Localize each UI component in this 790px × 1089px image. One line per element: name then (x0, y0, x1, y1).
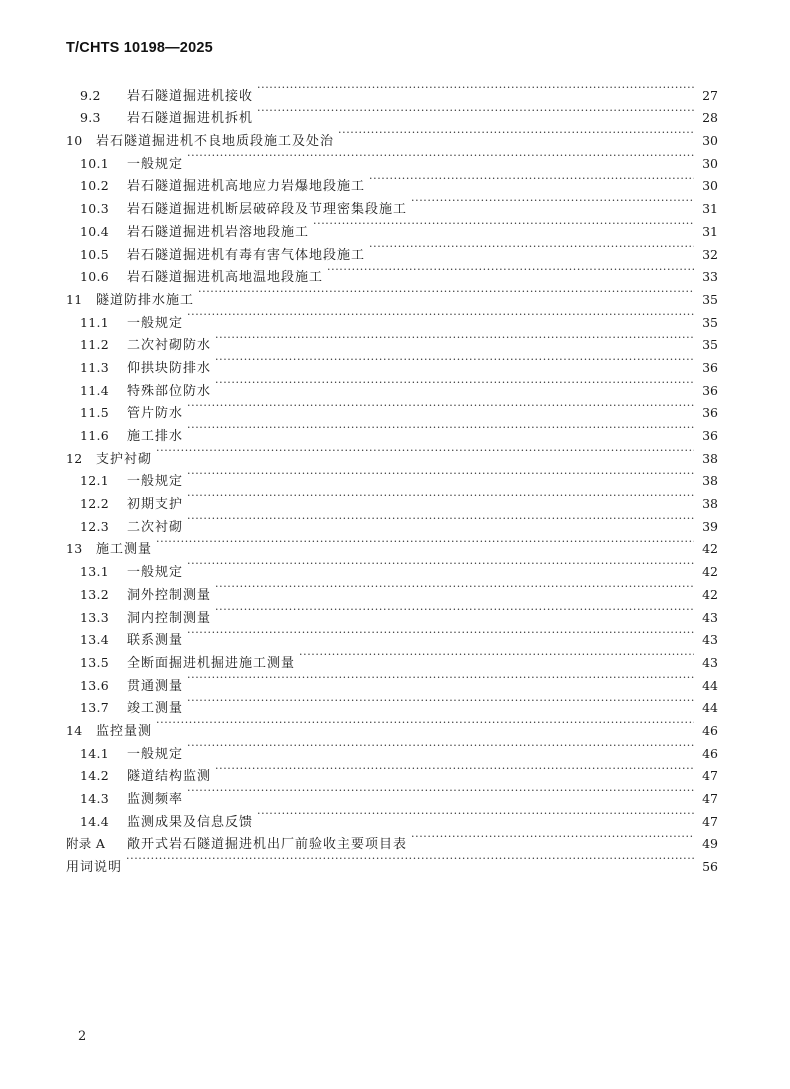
toc-entry-title: 敞开式岩石隧道掘进机出厂前验收主要项目表 (127, 837, 408, 853)
toc-leader-dots (187, 485, 694, 508)
toc-entry-number: 11.6 (80, 428, 110, 443)
toc-entry-title: 一般规定 (127, 156, 184, 172)
toc-entry-number: 11.5 (80, 405, 110, 421)
toc-entry-title: 岩石隧道掘进机不良地质段施工及处治 (96, 134, 335, 150)
toc-entry-title: 洞外控制测量 (127, 587, 212, 603)
toc-entry-number: 13.1 (80, 564, 110, 580)
toc-leader-dots (187, 780, 694, 803)
toc-entry-number: 13.3 (80, 609, 110, 625)
toc-entry-page: 30 (702, 155, 718, 171)
toc-entry-title: 一般规定 (127, 315, 184, 331)
toc-leader-dots (187, 417, 694, 440)
toc-entry-number: 10.4 (80, 223, 110, 239)
toc-entry-page: 49 (702, 836, 718, 852)
toc-entry[interactable] (66, 712, 718, 739)
toc-leader-dots (187, 690, 694, 713)
toc-leader-dots (126, 848, 694, 871)
toc-entry-page: 35 (702, 291, 718, 307)
toc-entry-page: 47 (702, 813, 718, 829)
toc-entry-page: 46 (702, 745, 718, 761)
toc-entry-number: 13.2 (80, 586, 110, 602)
toc-entry-title: 二次衬砌 (127, 519, 184, 535)
toc-entry-page: 31 (702, 201, 718, 217)
toc-entry-title: 仰拱块防排水 (127, 360, 212, 376)
toc-entry-title: 岩石隧道掘进机高地温地段施工 (127, 270, 324, 286)
toc-entry-number: 14.4 (80, 813, 110, 829)
toc-entry-title: 一般规定 (127, 746, 184, 762)
toc-entry-title: 岩石隧道掘进机断层破碎段及节理密集段施工 (127, 202, 408, 218)
toc-entry-title: 隧道结构监测 (127, 769, 212, 785)
document-code: T/CHTS 10198—2025 (66, 40, 213, 56)
toc-entry-page: 39 (702, 518, 718, 534)
toc-entry-page: 38 (702, 496, 718, 512)
toc-leader-dots (156, 531, 694, 554)
toc-leader-dots (411, 190, 694, 213)
toc-entry-title: 监测频率 (127, 792, 184, 807)
toc-entry-number: 13.5 (80, 654, 110, 670)
toc-leader-dots (215, 599, 694, 622)
toc-leader-dots (156, 712, 694, 735)
toc-leader-dots (156, 440, 694, 463)
toc-entry[interactable] (66, 735, 718, 762)
toc-entry-number: 13.4 (80, 632, 110, 648)
toc-leader-dots (215, 349, 694, 372)
toc-entry-number: 13.7 (80, 700, 110, 716)
toc-leader-dots (257, 77, 694, 100)
toc-entry-title: 隧道防排水施工 (96, 292, 195, 308)
toc-entry-number: 12.3 (80, 518, 110, 534)
toc-entry-title: 施工排水 (127, 429, 184, 444)
toc-entry-number: 14.3 (80, 791, 110, 806)
toc-entry-page: 56 (702, 859, 718, 875)
toc-leader-dots (187, 304, 694, 327)
toc-leader-dots (215, 758, 694, 781)
toc-entry-title: 支护衬砌 (96, 451, 153, 467)
toc-entry-page: 42 (702, 541, 718, 557)
toc-entry-title: 一般规定 (127, 474, 184, 490)
toc-entry-page: 43 (702, 609, 718, 625)
toc-entry[interactable] (66, 463, 718, 490)
toc-leader-dots (187, 463, 694, 486)
toc-entry-page: 44 (702, 677, 718, 693)
toc-entry-number: 11.3 (80, 359, 110, 375)
toc-leader-dots (313, 213, 694, 236)
toc-entry-page: 33 (702, 269, 718, 285)
toc-leader-dots (411, 826, 694, 849)
toc-entry-number: 14 (66, 722, 83, 738)
toc-entry-number: 14.2 (80, 768, 110, 784)
toc-entry-page: 38 (702, 473, 718, 489)
toc-leader-dots (299, 644, 694, 667)
toc-leader-dots (369, 168, 694, 191)
toc-leader-dots (215, 327, 694, 350)
toc-leader-dots (187, 145, 694, 168)
toc-entry-number: 12.1 (80, 473, 110, 489)
toc-entry-number: 11.1 (80, 314, 110, 330)
toc-leader-dots (369, 236, 694, 259)
toc-leader-dots (187, 667, 694, 690)
toc-entry-number: 14.1 (80, 745, 110, 761)
toc-entry-title: 岩石隧道掘进机岩溶地段施工 (127, 224, 310, 240)
toc-entry[interactable] (66, 553, 718, 581)
toc-entry-number: 10.6 (80, 269, 110, 285)
toc-entry-page: 28 (702, 110, 718, 126)
toc-entry-title: 洞内控制测量 (127, 610, 212, 626)
toc-entry-number: 13.6 (80, 677, 110, 693)
toc-entry-title: 二次衬砌防水 (127, 338, 212, 354)
toc-entry-title: 岩石隧道掘进机接收 (127, 88, 254, 104)
toc-entry-number: 12 (66, 450, 83, 466)
toc-leader-dots (257, 803, 694, 826)
toc-leader-dots (187, 553, 694, 576)
toc-entry-number: 9.2 (80, 87, 101, 103)
toc-entry-number: 10.3 (80, 201, 110, 217)
toc-entry-number: 10 (66, 133, 83, 149)
toc-entry-page: 43 (702, 654, 718, 670)
toc-entry-title: 特殊部位防水 (127, 383, 212, 399)
toc-entry-page: 36 (702, 405, 718, 421)
table-of-contents (66, 77, 718, 876)
toc-leader-dots (187, 735, 694, 758)
toc-entry-title: 全断面掘进机掘进施工测量 (127, 655, 296, 671)
toc-entry-page: 38 (702, 450, 718, 466)
toc-leader-dots (215, 576, 694, 599)
toc-entry-number: 11.4 (80, 382, 110, 398)
toc-entry-number: 12.2 (80, 496, 110, 512)
toc-entry-page: 46 (702, 722, 718, 738)
toc-entry-title: 岩石隧道掘进机有毒有害气体地段施工 (127, 247, 366, 263)
toc-entry-title: 监控量测 (96, 723, 153, 739)
toc-entry-title: 贯通测量 (127, 678, 184, 694)
toc-entry-title: 竣工测量 (127, 701, 184, 717)
toc-entry-title: 初期支护 (127, 497, 184, 513)
toc-entry[interactable] (66, 440, 718, 467)
toc-leader-dots (198, 281, 694, 304)
toc-entry-title: 施工测量 (96, 542, 153, 558)
toc-entry-page: 47 (702, 791, 718, 806)
toc-entry-page: 44 (702, 700, 718, 716)
toc-entry-number: 10.2 (80, 178, 110, 194)
toc-leader-dots (187, 508, 694, 531)
toc-entry-page: 36 (702, 428, 718, 443)
toc-entry-page: 27 (702, 87, 718, 103)
toc-entry-page: 35 (702, 314, 718, 330)
toc-entry-page: 30 (702, 133, 718, 149)
toc-entry-page: 36 (702, 359, 718, 375)
toc-entry-number: 13 (66, 541, 83, 557)
toc-entry-title: 岩石隧道掘进机拆机 (127, 111, 254, 127)
toc-entry-title: 联系测量 (127, 633, 184, 649)
toc-entry-title: 监测成果及信息反馈 (127, 814, 254, 830)
toc-entry-number: 9.3 (80, 110, 101, 126)
toc-leader-dots (338, 122, 694, 145)
toc-entry-page: 43 (702, 632, 718, 648)
toc-entry[interactable] (66, 77, 718, 104)
toc-entry-title: 用词说明 (66, 860, 123, 876)
toc-entry[interactable] (66, 531, 718, 558)
toc-entry-title: 一般规定 (127, 565, 184, 581)
toc-entry-page: 30 (702, 178, 718, 194)
page-number: 2 (78, 1029, 87, 1044)
toc-entry-page: 42 (702, 586, 718, 602)
toc-entry-page: 42 (702, 564, 718, 580)
toc-entry-number: 11 (66, 291, 83, 307)
toc-entry-number: 10.5 (80, 246, 110, 262)
toc-leader-dots (187, 395, 694, 418)
toc-leader-dots (215, 372, 694, 395)
toc-entry-page: 31 (702, 223, 718, 239)
toc-leader-dots (257, 100, 694, 123)
toc-entry-number: 10.1 (80, 155, 110, 171)
toc-entry-title: 管片防水 (127, 406, 184, 422)
toc-entry-title: 岩石隧道掘进机高地应力岩爆地段施工 (127, 179, 366, 195)
toc-entry[interactable] (66, 848, 718, 876)
toc-entry-number: 11.2 (80, 337, 110, 353)
toc-leader-dots (187, 622, 694, 645)
toc-entry-number: 附录 A (66, 836, 106, 852)
toc-entry-page: 32 (702, 246, 718, 262)
toc-entry-page: 35 (702, 337, 718, 353)
toc-entry-page: 47 (702, 768, 718, 784)
toc-entry-page: 36 (702, 382, 718, 398)
toc-leader-dots (327, 259, 694, 282)
